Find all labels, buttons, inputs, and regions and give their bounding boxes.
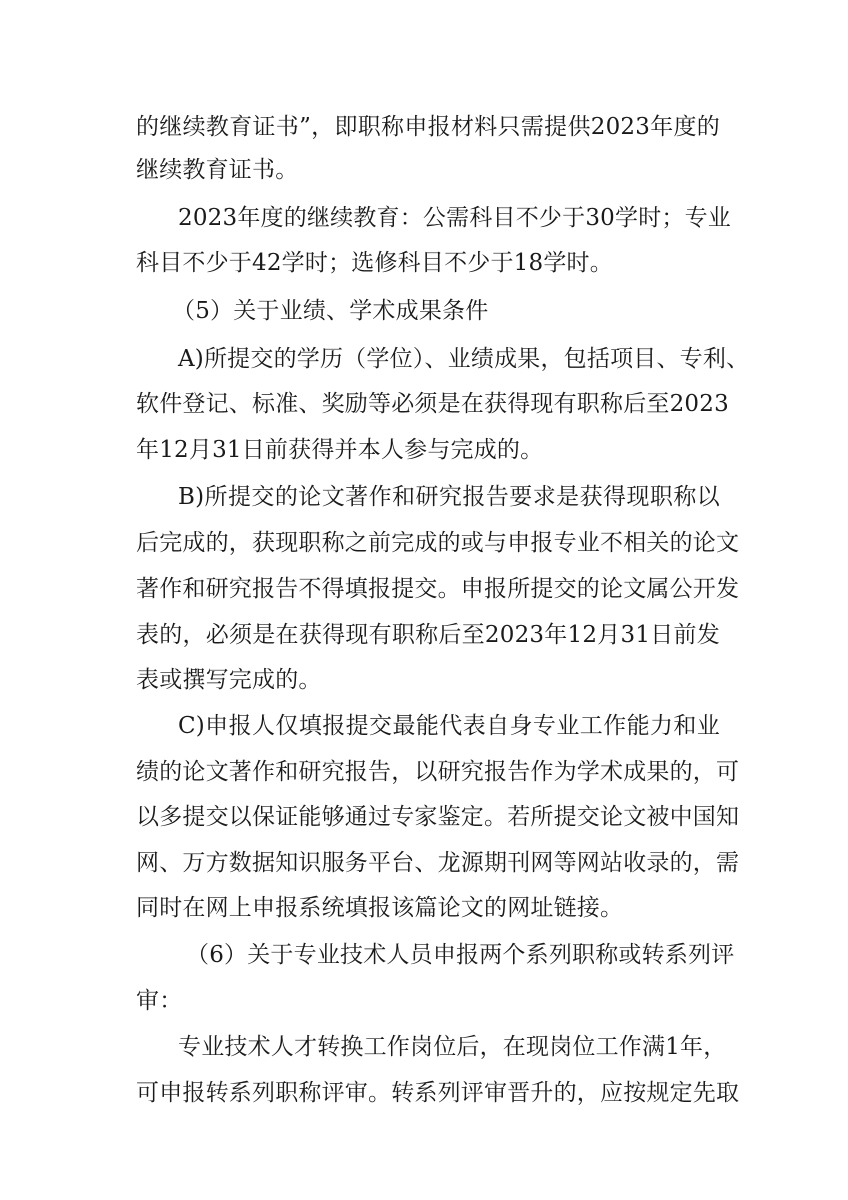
text-line: A)所提交的学历（学位）、业绩成果，包括项目、专利、 bbox=[178, 346, 750, 372]
text-line: 著作和研究报告不得填报提交。申报所提交的论文属公开发 bbox=[136, 576, 740, 602]
text-line: 网、万方数据知识服务平台、龙源期刊网等网站收录的，需 bbox=[136, 850, 740, 876]
text-line: 可申报转系列职称评审。转系列评审晋升的，应按规定先取 bbox=[136, 1080, 740, 1106]
section-heading: （6）关于专业技术人员申报两个系列职称或转系列评 bbox=[186, 942, 735, 968]
text-line: C)申报人仅填报提交最能代表自身专业工作能力和业 bbox=[178, 713, 720, 739]
text-line: 同时在网上申报系统填报该篇论文的网址链接。 bbox=[136, 895, 624, 921]
text-line: 表的，必须是在获得现有职称后至2023年12月31日前发 bbox=[136, 622, 720, 648]
text-line: 表或撰写完成的。 bbox=[136, 667, 322, 693]
text-line: 2023年度的继续教育：公需科目不少于30学时；专业 bbox=[178, 205, 731, 231]
text-line: 绩的论文著作和研究报告，以研究报告作为学术成果的，可 bbox=[136, 759, 740, 785]
text-line: 年12月31日前获得并本人参与完成的。 bbox=[136, 437, 544, 463]
text-line: 专业技术人才转换工作岗位后，在现岗位工作满1年， bbox=[178, 1034, 727, 1060]
text-line: B)所提交的论文著作和研究报告要求是获得现职称以 bbox=[178, 484, 720, 510]
text-line: 继续教育证书。 bbox=[136, 157, 299, 183]
text-line: 审： bbox=[136, 988, 183, 1014]
text-line: 科目不少于42学时；选修科目不少于18学时。 bbox=[136, 250, 613, 276]
text-line: 软件登记、标准、奖励等必须是在获得现有职称后至2023 bbox=[136, 391, 729, 417]
text-line: 的继续教育证书”，即职称申报材料只需提供2023年度的 bbox=[136, 114, 720, 140]
text-line: 后完成的，获现职称之前完成的或与申报专业不相关的论文 bbox=[136, 530, 740, 556]
text-line: 以多提交以保证能够通过专家鉴定。若所提交论文被中国知 bbox=[136, 804, 740, 830]
section-heading: （5）关于业绩、学术成果条件 bbox=[172, 298, 489, 324]
